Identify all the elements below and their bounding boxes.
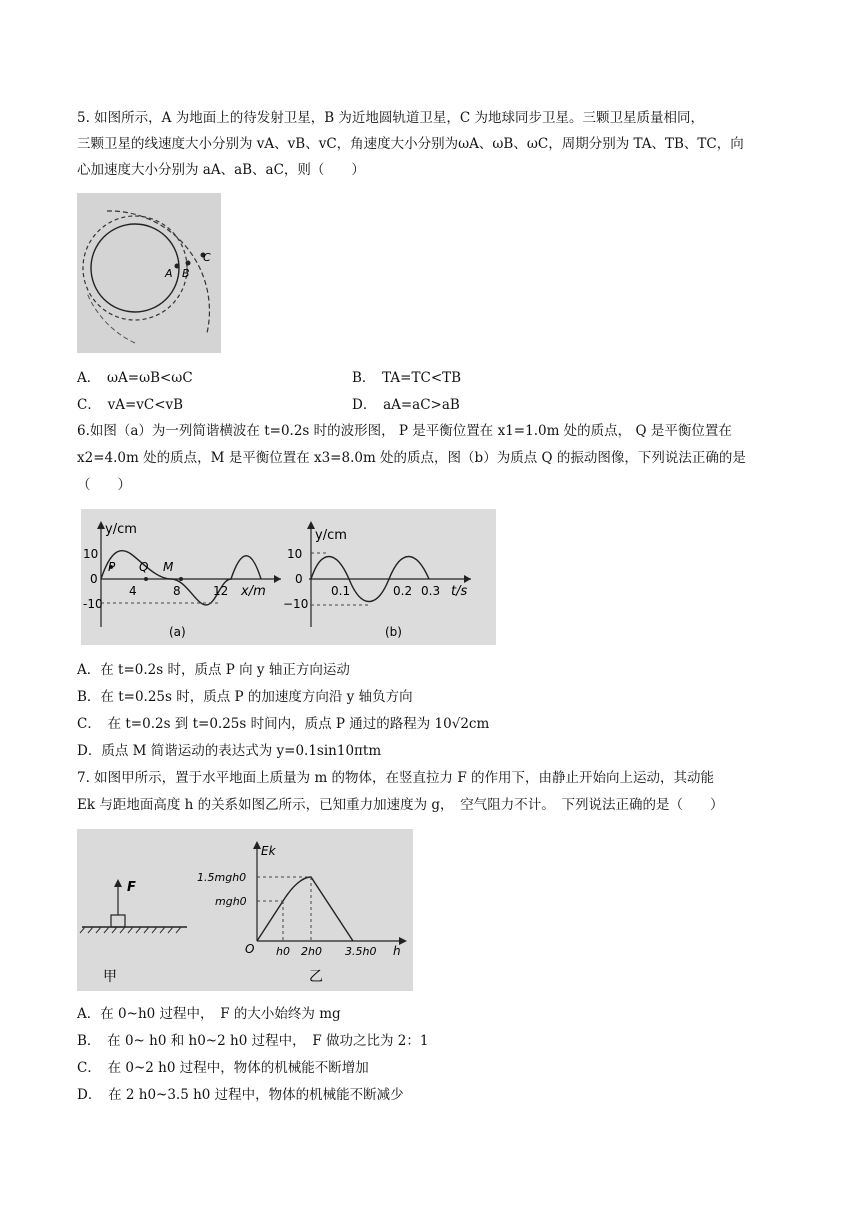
q5-stem-line-2: 三颗卫星的线速度大小分别为 vA、vB、vC，角速度大小分别为ωA、ωB、ωC，周期分别为 TA、TB、TC，向 bbox=[77, 136, 744, 152]
q6-a-xlabel: x/m bbox=[241, 584, 266, 599]
q6-fig-b bbox=[283, 521, 471, 639]
q6-point-q: Q bbox=[139, 560, 149, 574]
q6-b-xtick-02: 0.2 bbox=[393, 584, 413, 598]
q6-b-ytick-0: 0 bbox=[295, 572, 303, 586]
q6-point-p: P bbox=[108, 560, 116, 574]
q5-label-a: A bbox=[165, 267, 173, 280]
q6-b-ylabel: y/cm bbox=[315, 528, 347, 543]
q7-fig-yi bbox=[197, 841, 407, 985]
q7-option-b[interactable]: B． 在 0~ h0 和 h0~2 h0 过程中， F 做功之比为 2：1 bbox=[77, 1033, 429, 1049]
q6-option-c[interactable]: C． 在 t=0.2s 到 t=0.25s 时间内，质点 P 通过的路程为 10√2cm bbox=[77, 716, 490, 732]
q6-a-caption: (a) bbox=[169, 625, 186, 639]
q5-label-c: C bbox=[203, 251, 211, 264]
q6-option-a[interactable]: A．在 t=0.2s 时，质点 P 向 y 轴正方向运动 bbox=[77, 662, 350, 678]
q6-a-xtick-12: 12 bbox=[213, 584, 229, 598]
q6-option-d[interactable]: D．质点 M 简谐运动的表达式为 y=0.1sin10πtm bbox=[77, 743, 382, 759]
q6-a-xtick-8: 8 bbox=[173, 584, 181, 598]
q6-b-xlabel: t/s bbox=[451, 584, 468, 599]
q7-yi-ytick-15: 1.5mgh0 bbox=[197, 871, 247, 884]
q5-option-d[interactable]: D． aA=aC>aB bbox=[352, 397, 460, 413]
q7-yi-origin: O bbox=[245, 942, 255, 956]
q7-yi-xlabel: h bbox=[393, 944, 401, 958]
q6-stem-line-2: x2=4.0m 处的质点，M 是平衡位置在 x3=8.0m 处的质点，图（b）为质点 Q 的振动图像，下列说法正确的是 bbox=[77, 450, 746, 466]
q6-a-ytick-neg10: -10 bbox=[83, 597, 103, 611]
q5-option-b[interactable]: B． TA=TC<TB bbox=[352, 370, 462, 386]
q6-stem-line-3: （ ） bbox=[77, 477, 131, 493]
q6-b-caption: (b) bbox=[385, 625, 402, 639]
q7-jia-caption: 甲 bbox=[103, 969, 117, 985]
q7-yi-xtick-35h0: 3.5h0 bbox=[345, 945, 377, 958]
q7-option-a[interactable]: A．在 0~h0 过程中， F 的大小始终为 mg bbox=[77, 1006, 341, 1022]
q7-yi-ylabel: Ek bbox=[261, 844, 276, 858]
q7-stem-line-1: 7. 如图甲所示，置于水平地面上质量为 m 的物体，在竖直拉力 F 的作用下，由静止开始向上运动，其动能 bbox=[77, 770, 715, 786]
q6-b-ytick-neg10: −10 bbox=[283, 597, 309, 611]
q7-option-c[interactable]: C． 在 0~2 h0 过程中，物体的机械能不断增加 bbox=[77, 1060, 369, 1076]
q6-b-ytick-10: 10 bbox=[287, 547, 303, 561]
q5-orbit-figure bbox=[77, 193, 221, 353]
q7-yi-xtick-2h0: 2h0 bbox=[301, 945, 322, 958]
q6-point-m: M bbox=[163, 560, 174, 574]
q7-figures bbox=[77, 829, 413, 991]
q7-fig-jia bbox=[80, 879, 187, 985]
q5-option-c[interactable]: C． vA=vC<vB bbox=[77, 397, 184, 413]
q6-option-b[interactable]: B．在 t=0.25s 时，质点 P 的加速度方向沿 y 轴负方向 bbox=[77, 689, 413, 705]
q6-stem-line-1: 6.如图（a）为一列简谐横波在 t=0.2s 时的波形图， P 是平衡位置在 x1=1.0m 处的质点， Q 是平衡位置在 bbox=[77, 423, 732, 439]
q7-option-d[interactable]: D． 在 2 h0~3.5 h0 过程中，物体的机械能不断减少 bbox=[77, 1087, 404, 1103]
q5-stem-line-3: 心加速度大小分别为 aA、aB、aC，则（ ） bbox=[77, 162, 365, 178]
q6-b-xtick-01: 0.1 bbox=[331, 584, 351, 598]
q6-fig-a bbox=[83, 521, 281, 639]
q6-a-ytick-10: 10 bbox=[83, 547, 99, 561]
q6-a-ylabel: y/cm bbox=[105, 522, 137, 537]
q7-stem-line-2: Ek 与距地面高度 h 的关系如图乙所示，已知重力加速度为 g， 空气阻力不计。 下列说法正确的是（ ） bbox=[77, 797, 724, 813]
q6-a-xtick-4: 4 bbox=[129, 584, 137, 598]
q7-force-label: F bbox=[127, 880, 136, 895]
q6-wave-figures bbox=[81, 509, 496, 645]
q5-option-a[interactable]: A． ωA=ωB<ωC bbox=[77, 370, 193, 386]
q5-label-b: B bbox=[182, 267, 190, 280]
q7-yi-caption: 乙 bbox=[309, 969, 323, 985]
q6-b-xtick-03: 0.3 bbox=[421, 584, 441, 598]
q5-stem-line-1: 5. 如图所示，A 为地面上的待发射卫星，B 为近地圆轨道卫星，C 为地球同步卫星。三颗卫星质量相同， bbox=[77, 110, 705, 126]
q7-yi-ytick-1: mgh0 bbox=[215, 895, 247, 908]
q7-yi-xtick-h0: h0 bbox=[276, 945, 290, 958]
q6-a-ytick-0: 0 bbox=[90, 572, 98, 586]
